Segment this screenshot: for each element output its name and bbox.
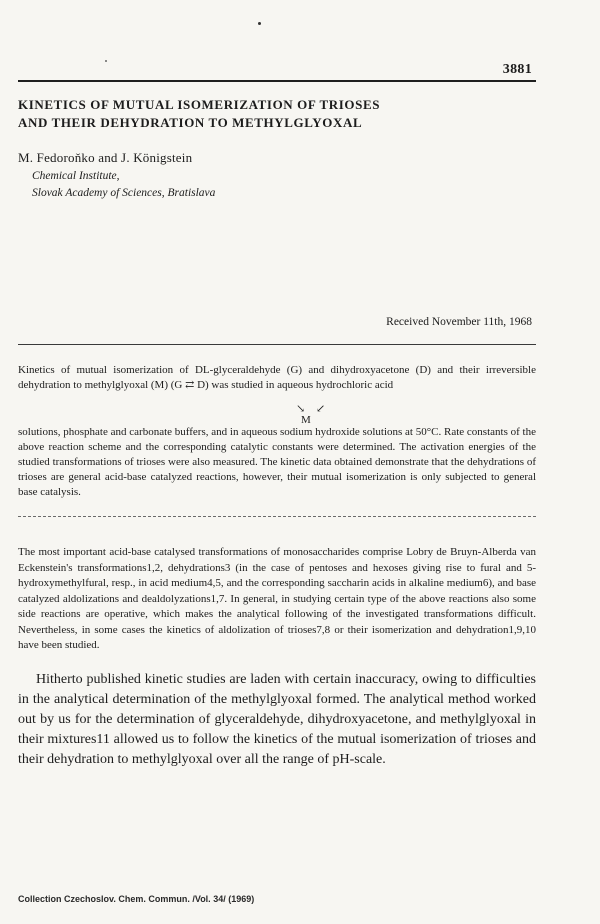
affiliation-academy: Slovak Academy of Sciences, Bratislava xyxy=(32,187,216,199)
affiliation-institute: Chemical Institute, xyxy=(32,170,120,182)
title-line: KINETICS OF MUTUAL ISOMERIZATION OF TRIOSES xyxy=(18,97,381,112)
abstract-part-2: solutions, phosphate and carbonate buffers, and in aqueous sodium hydroxide solutions at 50°C. Rate constants of the above reaction scheme and the corresponding catalytic constants were determined. The activation energies of the studied transformations of trioses were also measured. The kinetic data obtained demonstrate that the dehydrations of trioses are general acid-base catalyzed reactions, however, their mutual isomerization is only subjected to general base catalysis. xyxy=(18,426,536,498)
intro-paragraph: The most important acid-base catalysed transformations of monosaccharides comprise Lobry de Bruyn-Alberda van Eckenstein's transformations1,2, dehydrations3 (in the case of pentoses and hexoses giving rise to fural and 5-hydroxymethylfural, resp., in acid medium4,5, and the corresponding saccharin acids in alkaline medium6), and base catalyzed aldolizations and dealdolyzations1,7. In general, in studying certain type of the above reactions also some side reactions are operative, which makes the analytical following of the investigated transformations difficult. Nevertheless, in some cases the kinetics of aldolization of trioses7,8 or their isomerization and dehydration1,9,10 have been studied. xyxy=(18,546,536,651)
header-rule xyxy=(18,80,536,82)
title-line: AND THEIR DEHYDRATION TO METHYLGLYOXAL xyxy=(18,115,363,130)
scheme-arrows: ↘ ↙ xyxy=(296,403,330,415)
article-title xyxy=(18,96,538,132)
authors: M. Fedoroňko and J. Königstein xyxy=(18,150,193,165)
page-number: 3881 xyxy=(502,62,532,77)
abstract-top-rule xyxy=(18,344,536,345)
print-speck xyxy=(105,60,107,62)
abstract-bottom-rule xyxy=(18,516,536,517)
main-paragraph: Hitherto published kinetic studies are laden with certain inaccuracy, owing to difficulties in the analytical determination of the methylglyoxal formed. The analytical method worked out by us for the determination of glyceraldehyde, dihydroxyacetone, and methylglyoxal in their mixtures11 allowed us to follow the kinetics of the mutual isomerization of trioses and their dehydration to methylglyoxal over all the range of pH-scale. xyxy=(18,672,536,767)
received-date: Received November 11th, 1968 xyxy=(386,316,532,328)
print-speck xyxy=(258,22,261,25)
abstract-part-1: Kinetics of mutual isomerization of DL-glyceraldehyde (G) and dihydroxyacetone (D) and their irreversible dehydration to methylglyoxal (M) (G ⇄ D) was studied in aqueous hydrochloric acid xyxy=(18,364,536,391)
scheme-product: M xyxy=(301,414,311,426)
journal-footer: Collection Czechoslov. Chem. Commun. /Vol. 34/ (1969) xyxy=(18,894,255,904)
